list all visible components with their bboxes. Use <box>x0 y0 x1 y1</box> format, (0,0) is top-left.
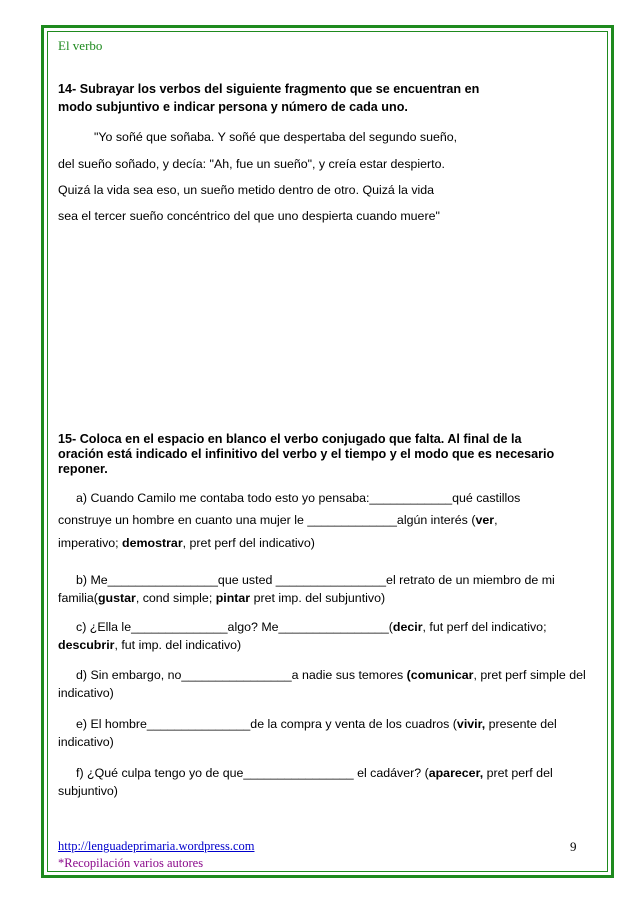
item-b-verb-2: pintar <box>215 591 251 605</box>
item-a-text-4: imperativo; <box>58 536 123 550</box>
item-b-text-1: b) Me________________que usted ________________el retrato de un miembro de mi familia( <box>58 573 555 605</box>
item-e <box>58 715 590 751</box>
item-c-verb-2: descubrir <box>58 638 115 652</box>
item-b-verb-1: gustar <box>97 591 136 605</box>
item-c-verb-1: decir <box>392 620 423 634</box>
footer-note: *Recopilación varios autores <box>58 856 204 870</box>
exercise-15-title-line-2: oración está indicado el infinitivo del verbo y el tiempo y el modo que es necesario <box>58 447 555 461</box>
item-a-line-2 <box>58 512 588 528</box>
item-b <box>58 571 590 607</box>
item-b-text-2: , cond simple; <box>135 591 216 605</box>
item-f-text-2: pret perf del subjuntivo) <box>58 766 553 798</box>
item-d-text-2: , pret perf simple del indicativo) <box>58 668 586 700</box>
exercise-15-title-line-1: 15- Coloca en el espacio en blanco el verbo conjugado que falta. Al final de la <box>58 432 522 446</box>
item-c-text-3: , fut imp. del indicativo) <box>114 638 242 652</box>
quote-line-2: del sueño soñado, y decía: "Ah, fue un sueño", y creía estar despierto. <box>58 157 445 171</box>
item-a-verb-2: demostrar <box>122 536 183 550</box>
footer-link[interactable]: http://lenguadeprimaria.wordpress.com <box>58 839 255 853</box>
item-e-verb-1: vivir, <box>456 717 486 731</box>
item-a-verb-1: ver <box>475 513 495 527</box>
exercise-15-title <box>58 432 593 477</box>
page-header: El verbo <box>58 38 103 53</box>
item-a-line-3 <box>58 535 588 551</box>
item-e-text-2: presente del indicativo) <box>58 717 557 749</box>
item-d-text-1: d) Sin embargo, no________________a nadie sus temores <box>76 668 407 682</box>
item-a-text-3: , <box>494 513 498 527</box>
page-number: 9 <box>570 839 577 854</box>
quote-line-3: Quizá la vida sea eso, un sueño metido dentro de otro. Quizá la vida <box>58 183 435 197</box>
item-b-text-3: pret imp. del subjuntivo) <box>250 591 386 605</box>
item-c-text-1: c) ¿Ella le______________algo? Me________________( <box>76 620 393 634</box>
quote-line-1: "Yo soñé que soñaba. Y soñé que despertaba del segundo sueño, <box>94 130 458 144</box>
item-e-text-1: e) El hombre_______________de la compra y venta de los cuadros ( <box>76 717 457 731</box>
item-a-line-1: a) Cuando Camilo me contaba todo esto yo pensaba:____________qué castillos <box>76 491 521 505</box>
exercise-14-title-line-1: 14- Subrayar los verbos del siguiente fragmento que se encuentran en <box>58 82 480 96</box>
item-a-text-2: construye un hombre en cuanto una mujer le _____________algún interés ( <box>58 513 476 527</box>
item-d-verb-1: (comunicar <box>406 668 474 682</box>
item-f-text-1: f) ¿Qué culpa tengo yo de que________________ el cadáver? ( <box>76 766 429 780</box>
exercise-15-title-line-3: reponer. <box>58 462 108 476</box>
item-c <box>58 618 590 654</box>
item-a-text-5: , pret perf del indicativo) <box>182 536 315 550</box>
quote-line-4: sea el tercer sueño concéntrico del que uno despierta cuando muere" <box>58 209 440 223</box>
item-f-verb-1: aparecer, <box>428 766 484 780</box>
item-f <box>58 764 590 800</box>
item-d <box>58 666 590 702</box>
exercise-14-title-line-2: modo subjuntivo e indicar persona y número de cada uno. <box>58 100 408 114</box>
exercise-14-title <box>58 80 578 116</box>
item-c-text-2: , fut perf del indicativo; <box>422 620 547 634</box>
